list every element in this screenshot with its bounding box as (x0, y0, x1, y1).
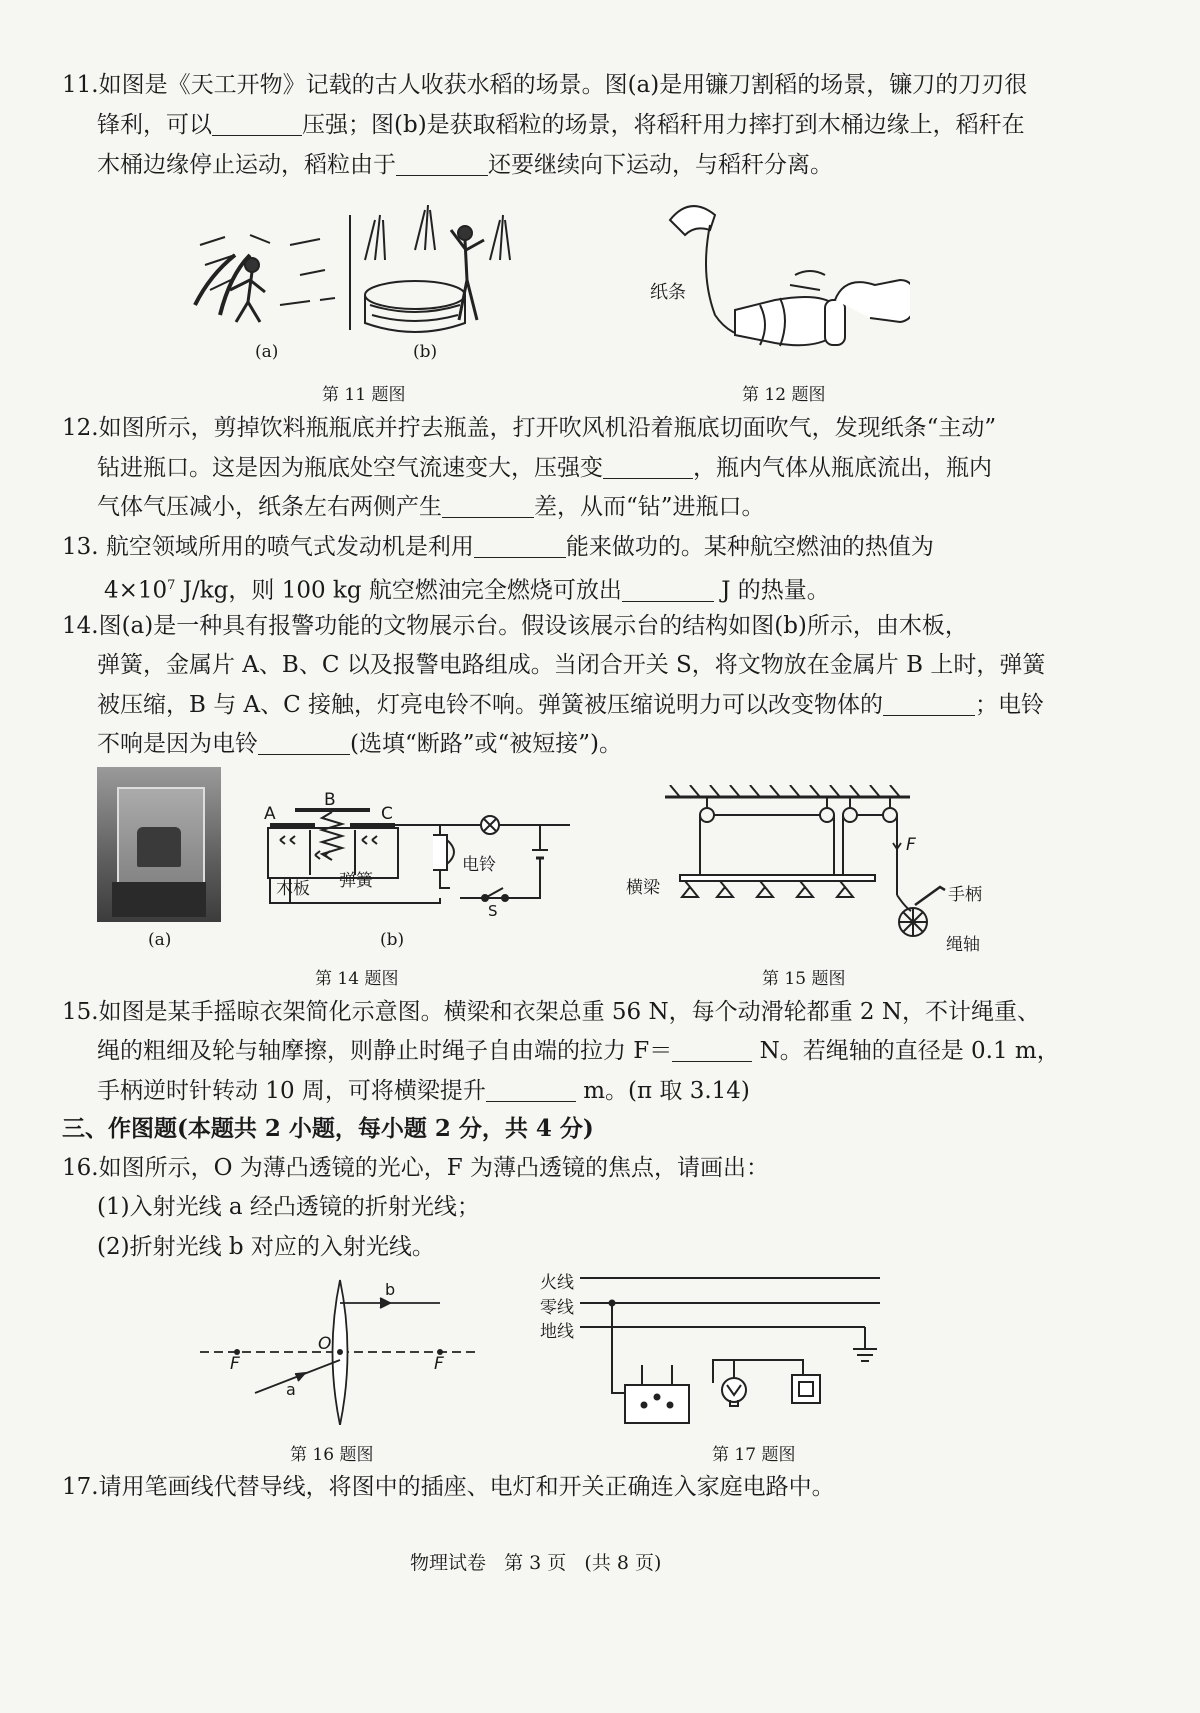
q14-blank-1[interactable] (883, 693, 975, 716)
q14-text: 不响是因为电铃 (97, 731, 258, 757)
q14-fig-b-label: (b) (380, 930, 405, 950)
q13-line2 (104, 571, 830, 606)
pulley (700, 808, 714, 822)
q11-text: 还要继续向下运动，与稻秆分离。 (488, 152, 833, 178)
q11-figure (190, 205, 520, 335)
q11-line3 (97, 150, 833, 180)
label-axle: 绳轴 (946, 935, 980, 955)
harvest-scene-b (365, 205, 510, 332)
q14-line2: 弹簧，金属片 A、B、C 以及报警电路组成。当闭合开关 S，将文物放在金属片 B 上时，弹簧 (97, 652, 1046, 678)
section-3-heading: 三、作图题(本题共 2 小题，每小题 2 分，共 4 分) (62, 1115, 594, 1142)
label-ray-b: b (385, 1280, 396, 1299)
label-c: C (381, 804, 393, 824)
q13-text: 13. 航空领域所用的喷气式发动机是利用 (62, 534, 474, 560)
q14-blank-2[interactable] (258, 732, 350, 755)
q11-line1: 11.如图是《天工开物》记载的古人收获水稻的场景。图(a)是用镰刀割稻的场景，镰刀的刀刃很 (62, 72, 1028, 98)
q11-text: 压强；图(b)是获取稻粒的场景，将稻秆用力摔打到木桶边缘上，稻秆在 (302, 112, 1025, 138)
q13-text: J 的热量。 (713, 577, 830, 604)
page-footer: 物理试卷 第 3 页 (共 8 页) (410, 1552, 662, 1574)
q14-circuit-figure (250, 790, 570, 925)
label-b: B (324, 790, 336, 810)
q15-figure (665, 785, 965, 945)
label-optical-center: O (318, 1334, 332, 1354)
pulley (883, 808, 897, 822)
label-spring: 弹簧 (339, 871, 373, 891)
label-ray-a: a (286, 1380, 296, 1399)
q16-lens-figure (195, 1275, 485, 1425)
hair-dryer-icon (835, 280, 910, 322)
q17-caption: 第 17 题图 (712, 1445, 796, 1465)
q16-line3: (2)折射光线 b 对应的入射光线。 (97, 1234, 435, 1260)
q15-line2 (97, 1036, 1060, 1066)
q14-fig-a-label: (a) (148, 930, 172, 950)
q13-line1 (62, 532, 934, 562)
q12-text: 气体气压减小，纸条左右两侧产生 (97, 494, 442, 520)
q12-text: 差，从而“钻”进瓶口。 (534, 494, 765, 520)
q11-line2 (97, 110, 1025, 140)
q14-text: ；电铃 (975, 692, 1045, 718)
q13-text: 能来做功的。某种航空燃油的热值为 (565, 534, 934, 560)
pulley (820, 808, 834, 822)
q13-text: 4×10 (104, 577, 168, 604)
q15-text: 手柄逆时针转动 10 周，可将横梁提升 (97, 1078, 486, 1104)
q12-caption: 第 12 题图 (742, 385, 826, 405)
q14-line3 (97, 690, 1044, 720)
q14-line1: 14.图(a)是一种具有报警功能的文物展示台。假设该展示台的结构如图(b)所示，由木板， (62, 613, 968, 639)
q11-blank-2[interactable] (396, 153, 488, 176)
crossbeam (680, 875, 875, 881)
q15-caption: 第 15 题图 (762, 969, 846, 989)
q11-text: 锋利，可以 (97, 112, 212, 138)
label-ground-wire: 地线 (540, 1322, 574, 1342)
label-a: A (264, 804, 276, 824)
display-case-photo (97, 767, 221, 922)
q16-line2: (1)入射光线 a 经凸透镜的折射光线； (97, 1194, 480, 1220)
label-handle: 手柄 (948, 885, 982, 905)
electric-bell (433, 835, 447, 870)
socket-icon[interactable] (625, 1385, 689, 1423)
pulley (843, 808, 857, 822)
q15-line1: 15.如图是某手摇晾衣架简化示意图。横梁和衣架总重 56 N，每个动滑轮都重 2 N，不计绳重、 (62, 999, 1040, 1025)
label-force-f: F (906, 835, 916, 855)
q13-text: J/kg，则 100 kg 航空燃油完全燃烧可放出 (175, 577, 622, 604)
label-focus-left: F (230, 1354, 240, 1374)
q15-line3 (97, 1076, 750, 1106)
optical-center (337, 1349, 343, 1355)
q15-text: 绳的粗细及轮与轴摩擦，则静止时绳子自由端的拉力 F＝ (97, 1038, 673, 1064)
label-switch: S (488, 902, 498, 920)
spring (322, 812, 342, 860)
q15-blank-2[interactable] (486, 1079, 576, 1102)
q16-line1: 16.如图所示，O 为薄凸透镜的光心，F 为薄凸透镜的焦点，请画出： (62, 1155, 770, 1181)
q12-blank-1[interactable] (603, 456, 693, 479)
label-crossbeam: 横梁 (626, 878, 660, 898)
harvest-scene-a (195, 235, 335, 322)
crank-handle[interactable] (915, 887, 945, 905)
q11-fig-a-label: (a) (255, 342, 279, 362)
label-neutral-wire: 零线 (540, 1298, 574, 1318)
q15-text: m。(π 取 3.14) (575, 1078, 750, 1104)
q14-text: (选填“断路”或“被短接”)。 (350, 731, 622, 757)
label-bell: 电铃 (462, 855, 496, 875)
q16-caption: 第 16 题图 (290, 1445, 374, 1465)
q12-paper-label: 纸条 (650, 282, 686, 303)
q17-line1: 17.请用笔画线代替导线，将图中的插座、电灯和开关正确连入家庭电路中。 (62, 1474, 835, 1500)
switch-s[interactable] (485, 888, 503, 898)
q14-line4 (97, 729, 622, 759)
q14-caption: 第 14 题图 (315, 969, 399, 989)
q11-text: 木桶边缘停止运动，稻粒由于 (97, 152, 396, 178)
q12-text: ，瓶内气体从瓶底流出，瓶内 (693, 455, 992, 481)
lamp-icon[interactable] (722, 1378, 746, 1402)
q12-line3 (97, 492, 765, 522)
q12-line1: 12.如图所示，剪掉饮料瓶瓶底并拧去瓶盖，打开吹风机沿着瓶底切面吹气，发现纸条“主动” (62, 415, 997, 441)
label-focus-right: F (434, 1354, 444, 1374)
q12-blank-2[interactable] (442, 495, 534, 518)
q14-text: 被压缩，B 与 A、C 接触，灯亮电铃不响。弹簧被压缩说明力可以改变物体的 (97, 692, 884, 718)
q11-blank-1[interactable] (212, 113, 302, 136)
q13-blank-2[interactable] (622, 579, 714, 602)
q13-blank-1[interactable] (474, 535, 566, 558)
q11-caption: 第 11 题图 (322, 385, 406, 405)
q15-text: N。若绳轴的直径是 0.1 m， (752, 1038, 1060, 1064)
wood-board (268, 828, 398, 878)
label-live-wire: 火线 (540, 1273, 574, 1293)
q11-fig-b-label: (b) (413, 342, 438, 362)
q17-circuit-figure (580, 1265, 890, 1435)
q12-line2 (97, 453, 992, 483)
label-board: 木板 (276, 879, 310, 899)
q12-text: 钻进瓶口。这是因为瓶底处空气流速变大，压强变 (97, 455, 603, 481)
q15-blank-1[interactable] (672, 1039, 752, 1062)
q13-exponent: 7 (167, 578, 176, 593)
